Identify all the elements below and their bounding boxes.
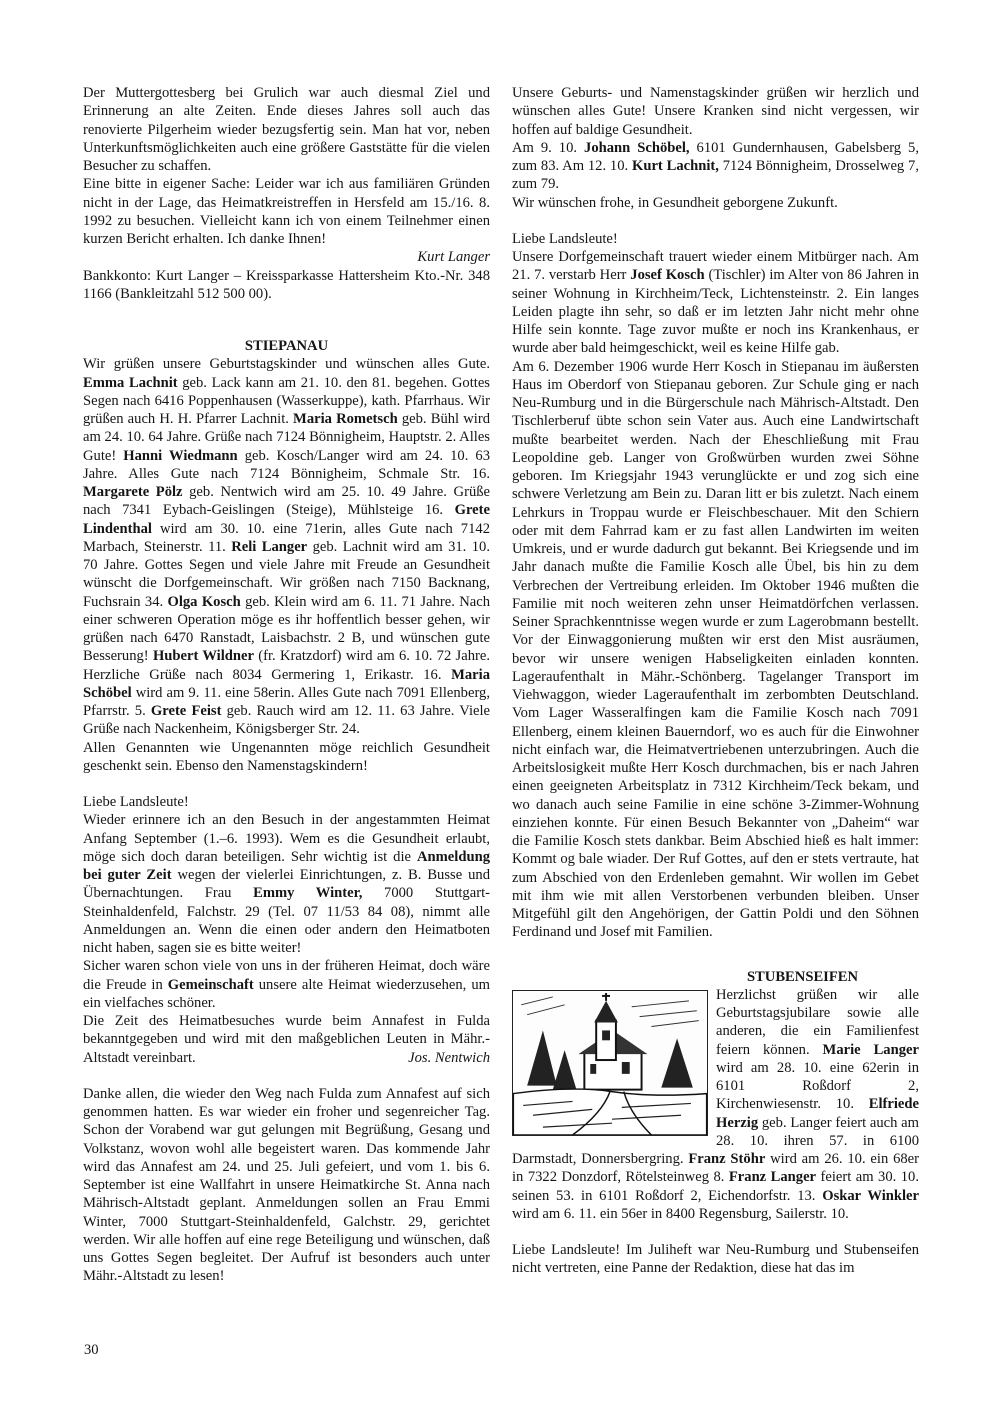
signature-jos-nentwich: Jos. Nentwich <box>408 1049 490 1066</box>
paragraph-annafest-zeit: Die Zeit des Heimatbesuches wurde beim Annafest in Fulda bekanntgegeben und wird mit den maßgeblichen Leuten in Mähr.-Altstadt vereinbart. Jos. Nentwich <box>83 1013 490 1066</box>
paragraph-gemeinschaft: Sicher waren schon viele von uns in der früheren Heimat, doch wäre die Freude in Gemeinschaft unsere alte Heimat wiederzusehen, um ein vielfaches schöner. <box>83 958 490 1011</box>
paragraph-trauer-kosch: Unsere Dorfgemeinschaft trauert wieder einem Mitbürger nach. Am 21. 7. verstarb Herr Josef Kosch (Tischler) im Alter von 86 Jahren in seiner Wohnung in Kirchheim/Teck, Lichtensteinstr. 2. Ein langes Leiden plagte ihn sehr, so daß er im letzten Jahr nicht mehr ohne Hilfe sein konnte. Tage zuvor mußte er noch ins Krankenhaus, er wurde aber bald heimgeschickt, weil es keine Hilfe gab. <box>512 249 919 357</box>
stubenseifen-section <box>512 986 919 1223</box>
stiepanau-birthdays: Wir grüßen unsere Geburtstagskinder und wünschen alles Gute. Emma Lachnit geb. Lack kann am 21. 10. den 81. begehen. Gottes Segen nach 6416 Poppenhausen (Wasserkuppe), kath. Pfarrhaus. Wir grüßen auch H. H. Pfarrer Lachnit. Maria Rometsch geb. Bühl wird am 24. 10. 64 Jahre. Grüße nach 7124 Bönnigheim, Hauptstr. 2. Alles Gute! Hanni Wiedmann geb. Kosch/Langer wird am 24. 10. 63 Jahre. Alles Gute nach 7124 Bönnigheim, Schmale Str. 16. Margarete Pölz geb. Nentwich wird am 25. 10. 49 Jahre. Grüße nach 7341 Eybach-Geislingen (Steige), Mühlsteige 16. Grete Lindenthal wird am 30. 10. eine 71erin, alles Gute nach 7142 Marbach, Steinerstr. 11. Reli Langer geb. Lachnit wird am 31. 10. 70 Jahre. Gottes Segen und viele Jahre mit Freude an Gesundheit wünscht die Dorfgemeinschaft. Wir größen nach 7150 Backnang, Fuchsrain 34. Olga Kosch geb. Klein wird am 6. 11. 71 Jahre. Nach einer schweren Operation möge es ihr hoffentlich besser gehen, wir grüßen nach 6470 Ranstadt, Laisbachstr. 2 B, und wünschen gute Besserung! Hubert Wildner (fr. Kratzdorf) wird am 6. 10. 72 Jahre. Herzliche Grüße nach 8034 Germering 1, Erikastr. 16. Maria Schöbel wird am 9. 11. eine 58erin. Alles Gute nach 7091 Ellenberg, Pfarrstr. 5. Grete Feist geb. Rauch wird am 12. 11. 63 Jahre. Viele Grüße nach Nackenheim, Königsberger Str. 24. <box>83 356 491 738</box>
paragraph-lebenslauf-kosch: Am 6. Dezember 1906 wurde Herr Kosch in Stiepanau im äußersten Haus im Oberdorf von Stiepanau geboren. Zur Schule ging er nach Neu-Rumburg und in die Bürgerschule nach Mährisch-Altstadt. Den Tischlerberuf übte schon sein Vater aus. Auch eine Landwirtschaft mußte bearbeitet werden. Nach der Eheschließung mit Frau Leopoldine geb. Langer von Großwürben wurden zwei Söhne geboren. Im Kriegsjahr 1943 verunglückte er und zog sich eine schwere Verletzung am Bein zu. Daran litt er bis zuletzt. Nach einem Lehrkurs in Troppau wurde er Fleischbeschauer. Mit den Schiern oder mit dem Fahrrad kam er zu fast allen Landwirten im weiten Umkreis, und er wurde dadurch gut bekannt. Bei Kriegsende und im Jahr danach mußte die Familie Kosch alle Übel, bis hin zu dem Verbrechen der Vertreibung erleiden. Im Oktober 1946 mußten die Familie mit noch weiteren zehn unser Heimatdörfchen verlassen. Seiner Sprachkenntnisse wegen wurde er zum Lagerobmann bestellt. Vor der Einwaggonierung mußten wir erst den Mist ausräumen, bevor wir unsere wenigen Habseligkeiten einladen konnten. Lageraufenthalt in Mähr.-Schönberg. Tagelanger Transport im Viehwaggon, wieder Lageraufenthalt im zerbombten Deutschland. Vom Lager Wasseralfingen kam die Familie Kosch nach 7091 Ellenberg, einem kleinen Bauerndorf, wo es auch für die Einwohner nicht einfach war, die Heimatvertriebenen unterzubringen. Auch die Arbeitslosigkeit mußte Herr Kosch durchmachen, bis er nach Jahren einen geeigneten Arbeitsplatz in 7312 Kirchheim/Teck bekam, und wo danach auch seine Familie in eine schöne 3-Zimmer-Wohnung einziehen konnte. Für einen Besuch Bekannter von „Daheim“ war die Familie Kosch stets dankbar. Beim Abschied hieß es halt immer: Kommt og bale wiader. Der Ruf Gottes, auf den er stets vertraute, hat zum Abschied von den Erdenleben gemahnt. Wir wollen im Gebet mit ihm wie mit allen Verstorbenen verbunden bleiben. Unser Mitgefühl gilt den Angehörigen, der Gattin Poldi und den Söhnen Ferdinand und Josef mit Familien. <box>512 358 919 941</box>
paragraph-eigene-sache: Eine bitte in eigener Sache: Leider war ich aus familiären Gründen nicht in der Lage, das Heimatkreistreffen in Hersfeld am 15./16. 8. 1992 zu besuchen. Vielleicht kann ich von einem Teilnehmer einen kurzen Bericht erhalten. Ich danke Ihnen! <box>83 176 490 247</box>
paragraph-muttergottesberg: Der Muttergottesberg bei Grulich war auch diesmal Ziel und Erinnerung an alte Zeiten. Ende dieses Jahres soll auch das renovierte Pilgerheim wieder bezugsfertig sein. Man hat vor, neben Unterkunftsmöglichkeiten auch eine größere Gaststätte für die vielen Besucher zu schaffen. <box>83 85 490 174</box>
church-sketch-icon <box>513 991 707 1135</box>
paragraph-heimatbesuch: Wieder erinnere ich an den Besuch in der angestammten Heimat Anfang September (1.–6. 1993). Wem es die Gesundheit erlaubt, möge sich doch daran beteiligen. Sehr wichtig ist die Anmeldung bei guter Zeit wegen der vielerlei Einrichtungen, z. B. Busse und Übernachtungen. Frau Emmy Winter, 7000 Stuttgart-Steinhaldenfeld, Falchstr. 29 (Tel. 07 11/53 84 08), nimmt alle Anmeldungen an. Wenn die einen oder andern den Heimatboten nicht haben, sagen sie es bitte weiter! <box>83 812 490 956</box>
left-column <box>83 84 490 1286</box>
bank-account: Bankkonto: Kurt Langer – Kreissparkasse Hattersheim Kto.-Nr. 348 1166 (Bankleitzahl 512 500 00). <box>83 267 490 302</box>
heading-stubenseifen: STUBENSEIFEN <box>746 968 859 985</box>
stiepanau-closing: Allen Genannten wie Ungenannten möge reichlich Gesundheit geschenkt sein. Ebenso den Namenstagskindern! <box>83 739 490 774</box>
paragraph-geburtskinder: Unsere Geburts- und Namenstagskinder grüßen wir herzlich und wünschen alles Gute! Unsere Kranken sind nicht vergessen, wir hoffen auf baldige Gesundheit. <box>512 85 919 138</box>
paragraph-juliheft: Liebe Landsleute! Im Juliheft war Neu-Rumburg und Stubenseifen nicht vertreten, eine Panne der Redaktion, diese hat das im <box>512 1242 919 1277</box>
right-column <box>512 84 919 1278</box>
heading-stiepanau: STIEPANAU <box>244 338 329 354</box>
salutation-liebe-landsleute: Liebe Landsleute! <box>83 794 189 810</box>
paragraph-jubilare: Am 9. 10. Johann Schöbel, 6101 Gundernhausen, Gabelsberg 5, zum 83. Am 12. 10. Kurt Lachnit, 7124 Bönnigheim, Drosselweg 7, zum 79. <box>512 139 920 193</box>
salutation-liebe-landsleute-2: Liebe Landsleute! <box>512 230 618 247</box>
paragraph-danke-fulda: Danke allen, die wieder den Weg nach Fulda zum Annafest auf sich genommen hatten. Es war wieder ein froher und segenreicher Tag. Schon der Vorabend war gut gelungen mit Begrüßung, Gesang und Volkstanz, wovon wohl alle begeistert waren. Das kommende Jahr wird das Annafest am 24. und 25. Juli gefeiert, und vom 1. bis 6. September ist eine Wallfahrt in unsere Heimatkirche St. Anna nach Mährisch-Altstadt geplant. Anmeldungen sollen an Frau Emmi Winter, 7000 Stuttgart-Steinhaldenfeld, Galchstr. 29, gerichtet werden. Wir alle hoffen auf eine rege Beteiligung und wünschen, daß uns Gottes Segen begleitet. Der Aufruf ist besonders auch unter Mähr.-Altstadt zu lesen! <box>83 1085 490 1285</box>
paragraph-zukunft: Wir wünschen frohe, in Gesundheit geborgene Zukunft. <box>512 194 838 211</box>
church-illustration <box>512 990 708 1136</box>
page-number: 30 <box>84 1342 99 1358</box>
signature-kurt-langer: Kurt Langer <box>417 249 490 266</box>
stubenseifen-birthdays: Herzlichst grüßen wir alle Geburtstagsjubilare sowie alle anderen, die ein Familienfest feiern können. Marie Langer wird am 28. 10. eine 62erin in 6101 Roßdorf 2, Kirchenwiesenstr. 10. Elfriede Herzig geb. Langer feiert auch am 28. 10. ihren 57. in 6100 Darmstadt, Donnersbergring. Franz Stöhr wird am 26. 10. ein 68er in 7322 Donzdorf, Rötelsteinweg 8. Franz Langer feiert am 30. 10. seinen 53. in 6101 Roßdorf 2, Eichendorfstr. 13. Oskar Winkler wird am 6. 11. ein 56er in 8400 Regensburg, Sailerstr. 10. <box>512 986 919 1222</box>
